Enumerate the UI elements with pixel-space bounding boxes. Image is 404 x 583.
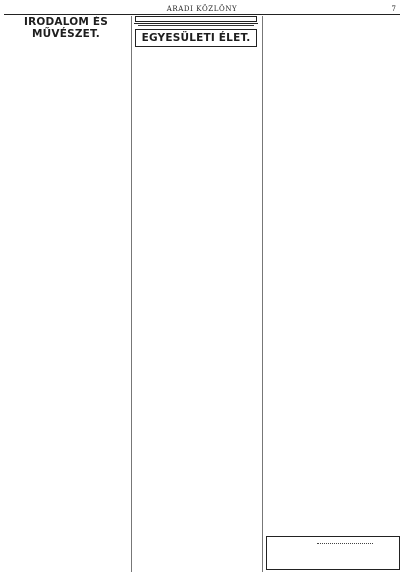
article-heading-box: [135, 16, 257, 22]
section-divider: [138, 25, 254, 26]
section-title-associations: EGYESÜLETI ÉLET.: [141, 32, 251, 44]
newspaper-page: [4, 4, 400, 575]
column-divider: [131, 16, 132, 572]
page-header: [4, 4, 400, 15]
section-title-literature: IRODALOM ÉS MŰVÉSZET.: [23, 16, 109, 40]
column-3: [266, 16, 400, 572]
section-heading-box: [135, 29, 257, 47]
column-divider: [262, 16, 263, 572]
page-number: 7: [391, 5, 396, 13]
masthead-title: ARADI KÖZLÖNY: [166, 5, 238, 13]
column-2: [134, 16, 258, 572]
dotted-leader: [317, 543, 373, 544]
column-1: [4, 16, 128, 572]
telephone-ad-box: [266, 536, 400, 570]
